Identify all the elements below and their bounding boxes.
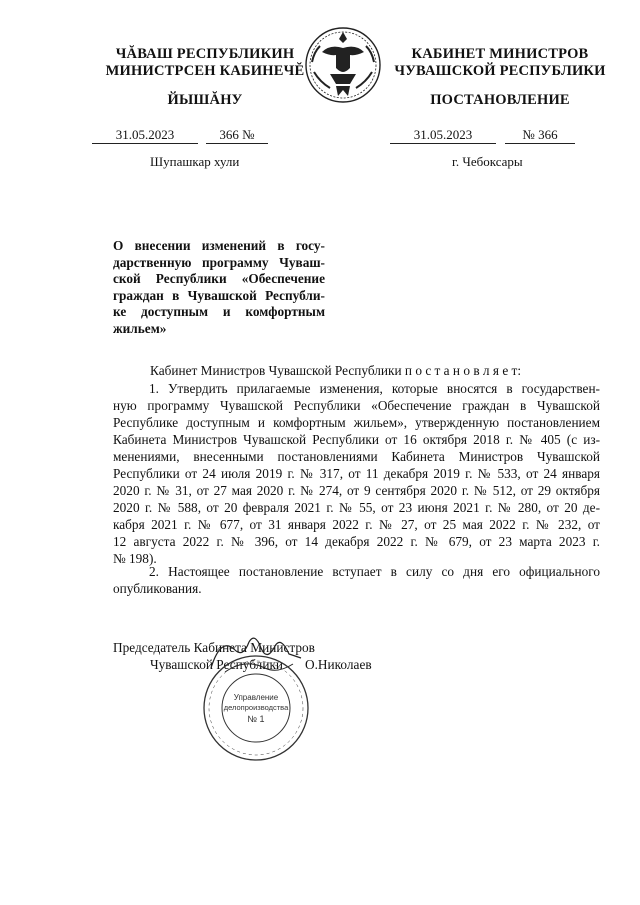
point-1-line: кабря 2021 г. № 677, от 31 января 2022 г. № 27, от 25 мая 2022 г. № 232, от bbox=[113, 517, 600, 532]
right-number: № 366 bbox=[522, 127, 558, 142]
signature-position-line1: Председатель Кабинета Министров bbox=[113, 640, 315, 655]
header-right-org bbox=[380, 46, 620, 80]
coat-of-arms-emblem bbox=[300, 22, 386, 106]
resolution-intro: Кабинет Министров Чувашской Республики п о с т а н о в л я е т: bbox=[150, 363, 522, 378]
point-1-line: 2020 г. № 588, от 20 февраля 2021 г. № 55, от 23 июня 2021 г. № 280, от 20 де- bbox=[113, 500, 600, 515]
left-number: 366 № bbox=[219, 127, 255, 142]
point-1-line: менениями, внесенными постановлениями Кабинета Министров Чувашской bbox=[113, 449, 600, 464]
document-title bbox=[113, 238, 325, 338]
point-1-line: Кабинета Министров Чувашской Республики от 16 октября 2018 г. № 405 (с из- bbox=[113, 432, 600, 447]
header-left-org bbox=[95, 46, 315, 80]
right-date-field bbox=[390, 127, 496, 144]
header-right-line2: ЧУВАШСКОЙ РЕСПУБЛИКИ bbox=[394, 63, 606, 79]
signatory-name: О.Николаев bbox=[305, 657, 372, 672]
title-line: жильем» bbox=[113, 320, 167, 336]
title-line: ке доступным и комфортным bbox=[113, 304, 325, 320]
header-left-doctype: ЙЫШĂНУ bbox=[167, 92, 243, 108]
left-number-field bbox=[206, 127, 268, 144]
right-city: г. Чебоксары bbox=[452, 154, 523, 169]
title-line: О внесении изменений в госу- bbox=[113, 238, 325, 253]
title-line: граждан в Чувашской Республи- bbox=[113, 287, 325, 303]
header-right-doctype: ПОСТАНОВЛЕНИЕ bbox=[430, 92, 570, 108]
header-left-line2: МИНИСТРСЕН КАБИНЕЧĔ bbox=[105, 63, 305, 79]
point-1-line: Республике доступным и комфортным жильем», утвержденную постановлением bbox=[113, 415, 600, 430]
point-1-line: 12 августа 2022 г. № 396, от 14 декабря 2022 г. № 679, от 23 марта 2023 г. bbox=[113, 534, 600, 549]
stamp-inner-line1: Управление bbox=[233, 693, 279, 702]
point-1-line: 1. Утвердить прилагаемые изменения, которые вносятся в государствен- bbox=[149, 381, 600, 396]
header-right-line1: КАБИНЕТ МИНИСТРОВ bbox=[411, 46, 589, 62]
stamp-inner-line2: делопроизводства bbox=[223, 703, 289, 712]
header-left-line1: ЧĂВАШ РЕСПУБЛИКИН bbox=[115, 46, 295, 62]
right-number-field bbox=[505, 127, 575, 144]
title-line: ской Республики «Обеспечение bbox=[113, 271, 325, 287]
point-1-line: 2020 г. № 31, от 27 мая 2020 г. № 274, от 9 сентября 2020 г. № 512, от 29 октября bbox=[113, 483, 600, 498]
point-2-line: опубликования. bbox=[113, 581, 202, 596]
stamp-inner-number: № 1 bbox=[247, 714, 265, 724]
left-date-field bbox=[92, 127, 198, 144]
point-2-line: 2. Настоящее постановление вступает в силу со дня его официального bbox=[149, 564, 600, 579]
title-line: дарственную программу Чуваш- bbox=[113, 254, 325, 270]
left-date: 31.05.2023 bbox=[115, 127, 175, 142]
signature-position-line2: Чувашской Республики bbox=[150, 657, 284, 672]
point-1 bbox=[113, 380, 600, 567]
point-1-line: № 198). bbox=[113, 551, 157, 566]
left-city: Шупашкар хули bbox=[150, 154, 240, 169]
point-1-line: ную программу Чувашской Республики «Обеспечение граждан в Чувашской bbox=[113, 398, 600, 413]
point-1-line: Республики от 24 июля 2019 г. № 317, от 11 декабря 2019 г. № 533, от 24 января bbox=[113, 466, 600, 481]
point-2 bbox=[113, 563, 600, 597]
round-seal-stamp bbox=[200, 652, 312, 764]
right-date: 31.05.2023 bbox=[413, 127, 473, 142]
